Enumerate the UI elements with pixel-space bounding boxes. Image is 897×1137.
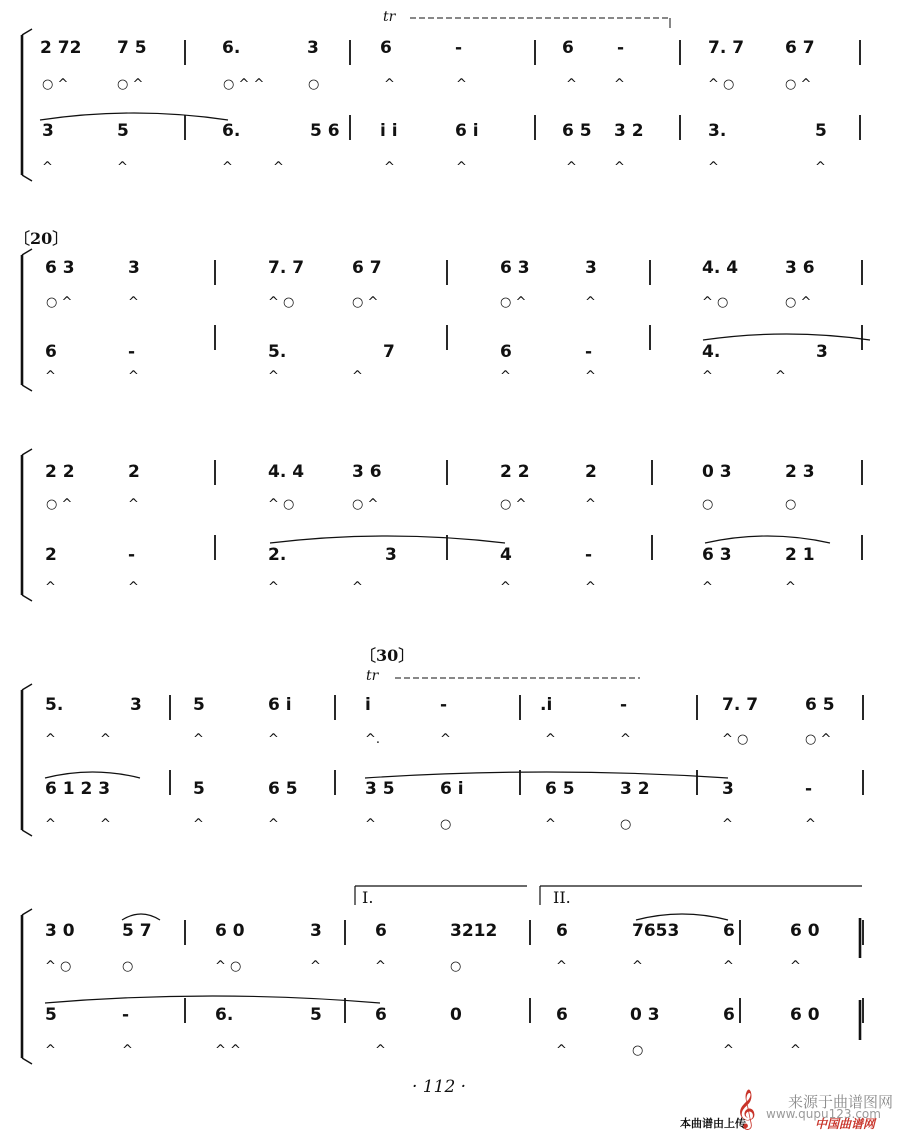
system-5-lower-note: 6 0 [790, 1005, 820, 1025]
system-2-lower-marks-mark: ^ [128, 369, 139, 384]
system-2-upper-note: 4. 4 [702, 258, 739, 278]
system-4-lower-note: 6 i [440, 779, 464, 799]
system-2-lower-note: 3 [816, 342, 828, 362]
system-4-upper-marks-mark: ^ [45, 732, 56, 747]
system-1-lower-marks-mark: ^ [708, 160, 719, 175]
upload-credit: 本曲谱由上传 [680, 1117, 746, 1130]
system-4-lower-note: - [805, 779, 813, 799]
system-3-upper-note: 2 2 [45, 462, 75, 482]
system-3-lower-note: - [585, 545, 593, 565]
staff-line [22, 684, 32, 690]
system-1-lower-marks-mark: ^ [273, 160, 284, 175]
system-1-upper-note: 3 [307, 38, 319, 58]
page-number: · 112 · [412, 1077, 467, 1097]
system-1-upper-note: - [617, 38, 625, 58]
system-5-lower-marks-mark: ^ [45, 1043, 56, 1058]
system-5-upper-note: 6 [556, 921, 568, 941]
system-1-upper-note: - [455, 38, 463, 58]
system-5-upper-note: 3 [310, 921, 322, 941]
system-1-upper-marks-mark: ^ [384, 77, 395, 92]
system-1-lower-note: 6 i [455, 121, 479, 141]
system-5-upper-marks-mark: ^ [790, 959, 801, 974]
system-1-lower-note: 6. [222, 121, 241, 141]
staff-line [22, 595, 32, 601]
tie-slur [365, 772, 728, 778]
system-2-lower-note: - [128, 342, 136, 362]
system-2-lower-marks-mark: ^ [45, 369, 56, 384]
staff-line [22, 449, 32, 455]
tie-slur [705, 536, 830, 543]
system-5-lower-note: 6 [556, 1005, 568, 1025]
staff-line [22, 385, 32, 391]
system-4-upper-note: i [365, 695, 371, 715]
system-3-lower-marks-mark: ^ [585, 580, 596, 595]
system-5-upper-note: 6 0 [215, 921, 245, 941]
system-1-lower-marks-mark: ^ [222, 160, 233, 175]
trill-mark: tr [383, 9, 396, 25]
system-2-lower-marks-mark: ^ [352, 369, 363, 384]
system-1-lower-note: 6 5 [562, 121, 592, 141]
system-5-upper-note: 6 [723, 921, 735, 941]
system-2-upper-marks-mark: ○ ^ [46, 295, 73, 310]
system-5-upper-marks-mark: ^ [632, 959, 643, 974]
system-5-upper-marks-mark: ^ [723, 959, 734, 974]
system-3-upper-marks-mark: ○ [785, 497, 797, 512]
system-3-lower-marks-mark: ^ [128, 580, 139, 595]
system-1-lower-note: 5 [815, 121, 827, 141]
system-2-lower-note: 6 [45, 342, 57, 362]
staff-line [22, 249, 32, 255]
system-3-upper-marks-mark: ^ [128, 497, 139, 512]
system-4-upper-note: 3 [130, 695, 142, 715]
system-2-upper-marks-mark: ○ ^ [785, 295, 812, 310]
system-1-upper-marks-mark: ^ [456, 77, 467, 92]
system-5-lower-note: 6. [215, 1005, 234, 1025]
system-4-upper-marks-mark: ^ [268, 732, 279, 747]
system-3-lower-note: 6 3 [702, 545, 732, 565]
system-2-lower-marks-mark: ^ [775, 369, 786, 384]
system-4-upper-marks-mark: ^ [100, 732, 111, 747]
system-3-lower-marks-mark: ^ [352, 580, 363, 595]
system-5-upper-marks-mark: ^ [556, 959, 567, 974]
system-3-upper-marks-mark: ○ ^ [352, 497, 379, 512]
system-2-upper-note: 3 [585, 258, 597, 278]
system-1-upper-marks-mark: ○ ^ ^ [223, 77, 265, 92]
system-1-lower-marks-mark: ^ [117, 160, 128, 175]
system-3-upper-marks-mark: ^ [585, 497, 596, 512]
system-4-upper-note: 7. 7 [722, 695, 759, 715]
staff-line [22, 29, 32, 35]
system-2-lower-marks-mark: ^ [585, 369, 596, 384]
system-5-upper-note: 3 0 [45, 921, 75, 941]
system-5-upper-note: 5 7 [122, 921, 152, 941]
system-1-lower-marks-mark: ^ [384, 160, 395, 175]
system-4-lower-note: 6 5 [268, 779, 298, 799]
system-5-lower-marks-mark: ^ [790, 1043, 801, 1058]
system-4-upper-marks-mark: ^ ○ [722, 732, 749, 747]
system-2-lower-note: 4. [702, 342, 721, 362]
system-3-upper-marks-mark: ^ ○ [268, 497, 295, 512]
system-2-lower-marks-mark: ^ [500, 369, 511, 384]
system-4-upper-note: 6 5 [805, 695, 835, 715]
system-1-lower-marks-mark: ^ [815, 160, 826, 175]
system-3-lower-note: 2 [45, 545, 57, 565]
system-3-lower-marks-mark: ^ [45, 580, 56, 595]
system-1-lower-marks-mark: ^ [456, 160, 467, 175]
system-4-lower-marks-mark: ^ [365, 817, 376, 832]
system-3-upper-marks-mark: ○ ^ [46, 497, 73, 512]
system-3-lower-marks-mark: ^ [785, 580, 796, 595]
system-4-lower-marks-mark: ^ [722, 817, 733, 832]
tie-slur [40, 113, 228, 120]
system-5-lower-marks-mark: ○ [632, 1043, 644, 1058]
system-4-lower-marks-mark: ○ [620, 817, 632, 832]
system-5-upper-note: 6 0 [790, 921, 820, 941]
system-3-lower-marks-mark: ^ [268, 580, 279, 595]
system-4-lower-marks-mark: ○ [440, 817, 452, 832]
treble-clef-icon: 𝄞 [736, 1089, 757, 1129]
system-5-lower-marks-mark: ^ ^ [215, 1043, 241, 1058]
system-5-upper-note: 7653 [632, 921, 680, 941]
system-4-lower-note: 3 5 [365, 779, 395, 799]
volta-second-ending: II. [553, 888, 571, 907]
tie-slur [45, 772, 140, 778]
system-1-upper-note: 7 5 [117, 38, 147, 58]
system-2-upper-note: 6 3 [500, 258, 530, 278]
system-4-lower-marks-mark: ^ [268, 817, 279, 832]
system-5-upper-marks-mark: ^ ○ [45, 959, 72, 974]
tie-slur [122, 914, 160, 920]
system-1-upper-note: 2 72 [40, 38, 82, 58]
system-5-lower-marks-mark: ^ [723, 1043, 734, 1058]
system-5-upper-marks-mark: ○ [122, 959, 134, 974]
system-3-lower-note: 2. [268, 545, 287, 565]
system-2-upper-note: 6 7 [352, 258, 382, 278]
tie-slur [45, 996, 380, 1003]
system-1-upper-marks-mark: ○ ^ [117, 77, 144, 92]
system-1-upper-note: 6 7 [785, 38, 815, 58]
system-1-upper-note: 6. [222, 38, 241, 58]
system-2-upper-marks-mark: ^ [128, 295, 139, 310]
system-3-upper-note: 3 6 [352, 462, 382, 482]
system-5-lower-note: 0 [450, 1005, 462, 1025]
system-1-lower-note: 5 [117, 121, 129, 141]
system-1-lower-marks-mark: ^ [566, 160, 577, 175]
system-1-lower-note: 3. [708, 121, 727, 141]
tie-slur [636, 914, 728, 920]
system-4-upper-marks-mark: ^ [620, 732, 631, 747]
system-1-lower-marks-mark: ^ [42, 160, 53, 175]
system-5-lower-note: 0 3 [630, 1005, 660, 1025]
system-1-lower-note: 5 6 [310, 121, 340, 141]
system-3-lower-note: 3 [385, 545, 397, 565]
system-4-lower-note: 3 2 [620, 779, 650, 799]
system-5-lower-marks-mark: ^ [375, 1043, 386, 1058]
system-5-lower-marks-mark: ^ [556, 1043, 567, 1058]
system-1-upper-marks-mark: ○ [308, 77, 320, 92]
system-1-lower-note: 3 [42, 121, 54, 141]
system-2-lower-marks-mark: ^ [268, 369, 279, 384]
staff-line [22, 830, 32, 836]
system-5-upper-marks-mark: ○ [450, 959, 462, 974]
system-4-upper-note: - [440, 695, 448, 715]
system-1-upper-note: 6 [380, 38, 392, 58]
system-4-upper-note: 6 i [268, 695, 292, 715]
system-1-upper-note: 6 [562, 38, 574, 58]
system-2-upper-note: 6 3 [45, 258, 75, 278]
rehearsal-mark-30: 〔30〕 [360, 646, 415, 665]
system-3-upper-marks-mark: ○ [702, 497, 714, 512]
system-2-upper-marks-mark: ○ ^ [500, 295, 527, 310]
system-4-lower-note: 3 [722, 779, 734, 799]
system-5-lower-note: - [122, 1005, 130, 1025]
system-4-lower-note: 6 5 [545, 779, 575, 799]
system-5-lower-note: 5 [310, 1005, 322, 1025]
system-5-upper-note: 3212 [450, 921, 498, 941]
system-3-upper-note: 2 [128, 462, 140, 482]
system-3-lower-marks-mark: ^ [702, 580, 713, 595]
volta-first-ending: I. [362, 888, 374, 907]
system-1-lower-note: i i [380, 121, 398, 141]
system-4-upper-note: - [620, 695, 628, 715]
system-3-lower-note: - [128, 545, 136, 565]
system-4-upper-marks-mark: ^ [545, 732, 556, 747]
system-3-upper-note: 2 [585, 462, 597, 482]
staff-line [22, 909, 32, 915]
system-5-upper-marks-mark: ^ ○ [215, 959, 242, 974]
system-4-upper-note: 5. [45, 695, 64, 715]
system-5-lower-note: 6 [375, 1005, 387, 1025]
system-4-upper-marks-mark: ^ [193, 732, 204, 747]
system-4-upper-note: .i [540, 695, 553, 715]
tie-slur [703, 334, 870, 340]
staff-line [22, 1058, 32, 1064]
system-3-lower-note: 2 1 [785, 545, 815, 565]
system-5-upper-note: 6 [375, 921, 387, 941]
system-4-upper-note: 5 [193, 695, 205, 715]
system-2-lower-note: - [585, 342, 593, 362]
system-3-upper-note: 2 2 [500, 462, 530, 482]
system-2-upper-marks-mark: ^ ○ [702, 295, 729, 310]
system-4-upper-marks-mark: ○ ^ [805, 732, 832, 747]
system-3-upper-note: 4. 4 [268, 462, 305, 482]
system-4-lower-marks-mark: ^ [805, 817, 816, 832]
system-3-lower-note: 4 [500, 545, 512, 565]
watermark-text: 来源于曲谱图网 [788, 1093, 894, 1111]
system-2-lower-note: 5. [268, 342, 287, 362]
system-1-upper-marks-mark: ○ ^ [785, 77, 812, 92]
system-2-upper-marks-mark: ^ [585, 295, 596, 310]
system-3-upper-note: 0 3 [702, 462, 732, 482]
system-3-upper-marks-mark: ○ ^ [500, 497, 527, 512]
system-1-upper-marks-mark: ^ ○ [708, 77, 735, 92]
system-5-upper-marks-mark: ^ [310, 959, 321, 974]
system-2-lower-marks-mark: ^ [702, 369, 713, 384]
tie-slur [270, 536, 505, 543]
system-2-upper-note: 7. 7 [268, 258, 305, 278]
system-5-lower-marks-mark: ^ [122, 1043, 133, 1058]
system-1-upper-note: 7. 7 [708, 38, 745, 58]
system-2-upper-marks-mark: ^ ○ [268, 295, 295, 310]
system-2-lower-note: 7 [383, 342, 395, 362]
system-4-lower-marks-mark: ^ [45, 817, 56, 832]
system-1-upper-marks-mark: ^ [614, 77, 625, 92]
system-4-lower-note: 5 [193, 779, 205, 799]
system-3-lower-marks-mark: ^ [500, 580, 511, 595]
system-2-upper-note: 3 [128, 258, 140, 278]
staff-line [22, 175, 32, 181]
system-2-upper-note: 3 6 [785, 258, 815, 278]
system-4-lower-marks-mark: ^ [545, 817, 556, 832]
system-5-lower-note: 6 [723, 1005, 735, 1025]
system-1-upper-marks-mark: ^ [566, 77, 577, 92]
system-5-upper-marks-mark: ^ [375, 959, 386, 974]
system-1-lower-note: 3 2 [614, 121, 644, 141]
system-4-lower-marks-mark: ^ [100, 817, 111, 832]
system-2-upper-marks-mark: ○ ^ [352, 295, 379, 310]
site-brand: 中国曲谱网 [815, 1117, 876, 1131]
system-3-upper-note: 2 3 [785, 462, 815, 482]
system-1-upper-marks-mark: ○ ^ [42, 77, 69, 92]
system-1-lower-marks-mark: ^ [614, 160, 625, 175]
system-4-lower-marks-mark: ^ [193, 817, 204, 832]
system-2-lower-note: 6 [500, 342, 512, 362]
system-4-upper-marks-mark: ^ [440, 732, 451, 747]
system-4-upper-marks-mark: ^. [365, 732, 381, 747]
system-5-lower-note: 5 [45, 1005, 57, 1025]
system-4-lower-note: 6 1 2 3 [45, 779, 111, 799]
watermark-url: www.qupu123.com [766, 1107, 881, 1121]
trill-mark: tr [366, 668, 379, 684]
rehearsal-mark-20: 〔20〕 [14, 229, 69, 248]
